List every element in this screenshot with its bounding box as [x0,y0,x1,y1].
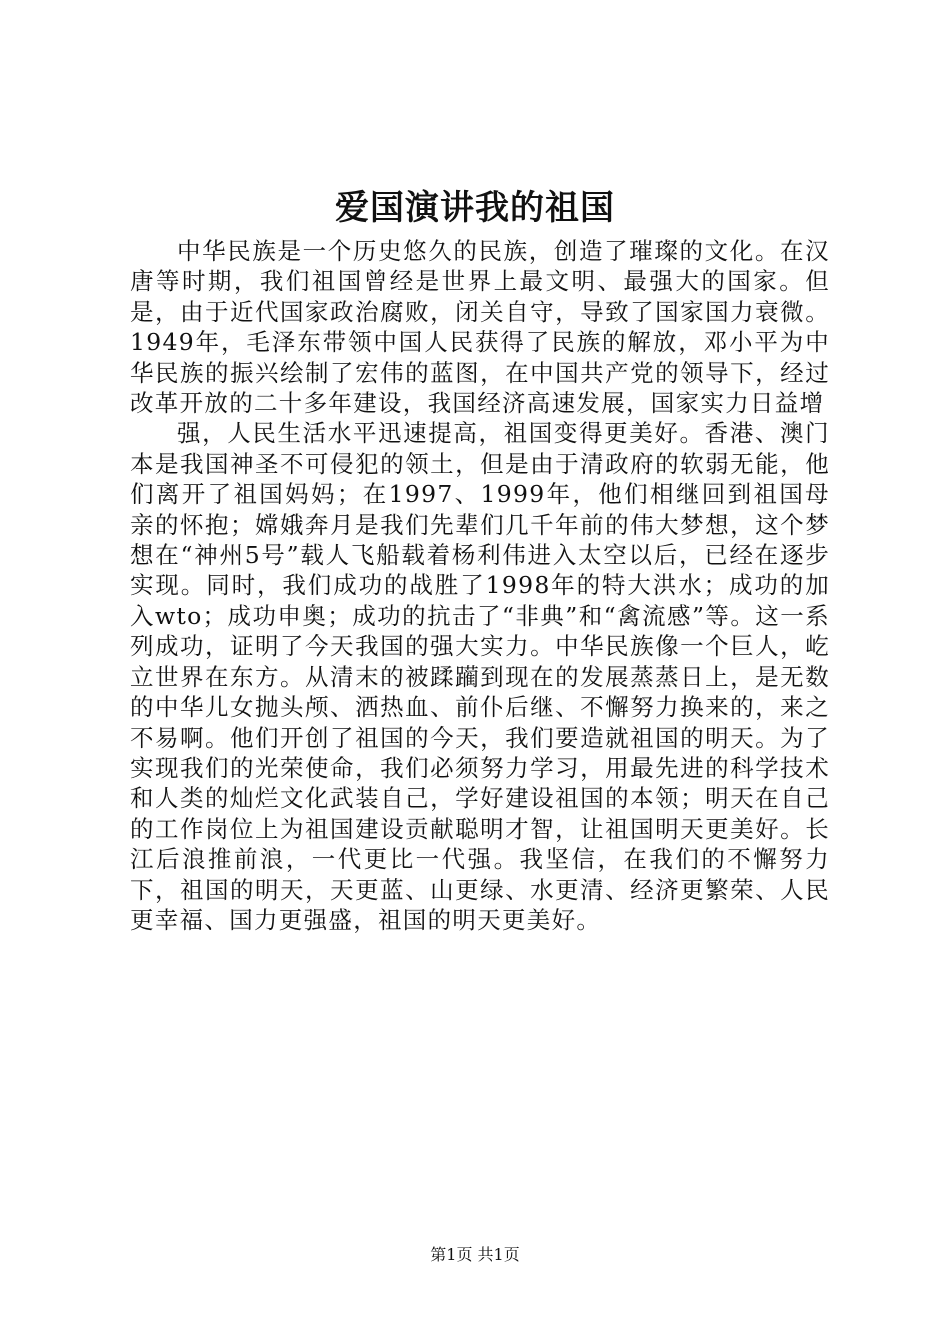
paragraph-2: 强，人民生活水平迅速提高，祖国变得更美好。香港、澳门本是我国神圣不可侵犯的领土，但是由于清政府的软弱无能，他们离开了祖国妈妈；在1997、1999年，他们相继回到祖国母亲的怀抱；嫦娥奔月是我们先辈们几千年前的伟大梦想，这个梦想在“神州5号”载人飞船载着杨利伟进入太空以后，已经在逐步实现。同时，我们成功的战胜了1998年的特大洪水；成功的加入wto；成功申奥；成功的抗击了“非典”和“禽流感”等。这一系列成功，证明了今天我国的强大实力。中华民族像一个巨人，屹立世界在东方。从清末的被蹂躏到现在的发展蒸蒸日上，是无数的中华儿女抛头颅、洒热血、前仆后继、不懈努力换来的，来之不易啊。他们开创了祖国的今天，我们要造就祖国的明天。为了实现我们的光荣使命，我们必须努力学习，用最先进的科学技术和人类的灿烂文化武装自己，学好建设祖国的本领；明天在自己的工作岗位上为祖国建设贡献聪明才智，让祖国明天更美好。长江后浪推前浪，一代更比一代强。我坚信，在我们的不懈努力下，祖国的明天，天更蓝、山更绿、水更清、经济更繁荣、人民更幸福、国力更强盛，祖国的明天更美好。 [130,419,830,934]
document-body [130,236,830,935]
paragraph-1: 中华民族是一个历史悠久的民族，创造了璀璨的文化。在汉唐等时期，我们祖国曾经是世界上最文明、最强大的国家。但是，由于近代国家政治腐败，闭关自守，导致了国家国力衰微。1949年，毛泽东带领中国人民获得了民族的解放，邓小平为中华民族的振兴绘制了宏伟的蓝图，在中国共产党的领导下，经过改革开放的二十多年建设，我国经济高速发展，国家实力日益增 [130,237,830,418]
page-number-footer: 第1页 共1页 [430,1245,520,1264]
document-title: 爱国演讲我的祖国 [335,188,615,228]
